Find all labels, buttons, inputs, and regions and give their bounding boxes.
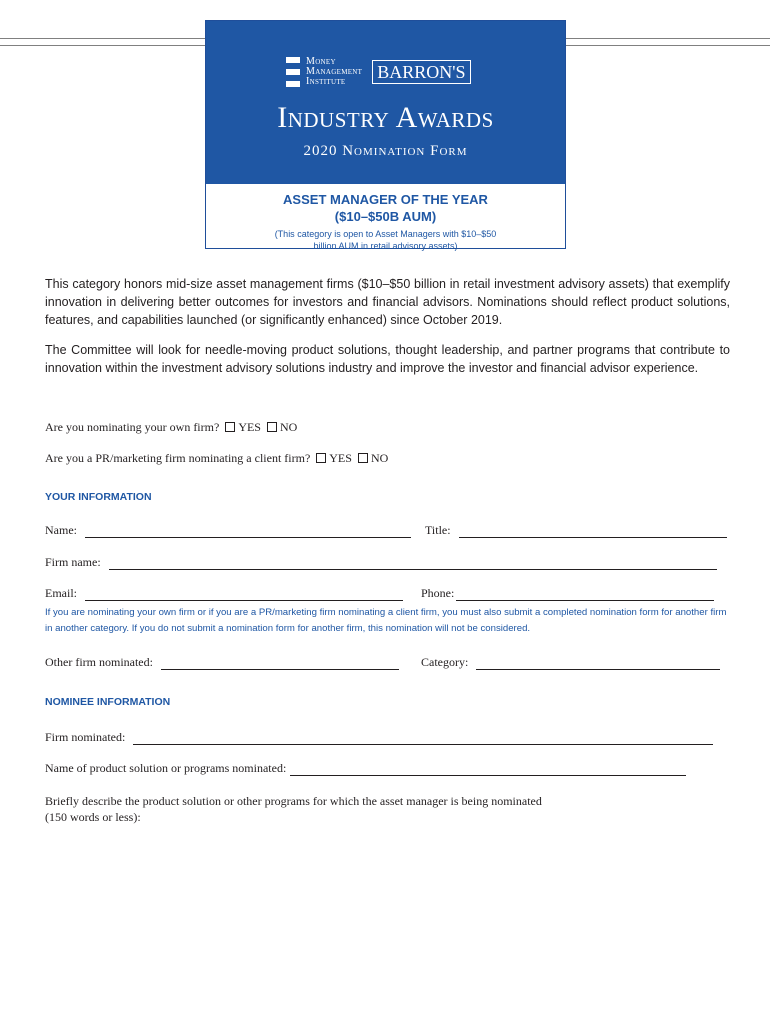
- mmi-logo-text: Money Management Institute: [306, 56, 363, 87]
- submission-note: If you are nominating your own firm or if you are a PR/marketing firm nominating a client firm, you must also submit a completed nomination form for another firm in another category. If you do not submit a nomination form for another firm, this nomination will not be considered.: [45, 607, 727, 634]
- other-firm-input[interactable]: [161, 658, 399, 670]
- product-name-field: [45, 761, 686, 776]
- product-name-label: Name of product solution or programs nominated:: [45, 761, 287, 775]
- pr-firm-question: [45, 451, 388, 466]
- decorative-rule: [0, 38, 205, 39]
- firm-nominated-label: Firm nominated:: [45, 730, 126, 744]
- category-title: ASSET MANAGER OF THE YEAR: [283, 192, 488, 207]
- email-label: Email:: [45, 586, 77, 600]
- firm-name-input[interactable]: [109, 558, 717, 570]
- name-field: [45, 523, 411, 538]
- title-input[interactable]: [459, 526, 727, 538]
- category-input[interactable]: [476, 658, 720, 670]
- no-checkbox[interactable]: [358, 453, 368, 463]
- other-firm-label: Other firm nominated:: [45, 655, 153, 669]
- decorative-rule: [0, 45, 205, 46]
- describe-prompt: [45, 793, 735, 825]
- yes-checkbox[interactable]: [316, 453, 326, 463]
- page-subtitle: 2020 Nomination Form: [303, 143, 468, 159]
- describe-limit: (150 words or less):: [45, 810, 141, 824]
- no-label: NO: [279, 420, 298, 434]
- phone-input[interactable]: [456, 589, 714, 601]
- name-input[interactable]: [85, 526, 411, 538]
- title-label: Title:: [425, 523, 451, 537]
- your-information-heading: YOUR INFORMATION: [45, 491, 152, 503]
- category-block: [206, 191, 565, 252]
- firm-nominated-input[interactable]: [133, 733, 713, 745]
- decorative-rule: [566, 38, 770, 39]
- no-checkbox[interactable]: [267, 422, 277, 432]
- phone-label: Phone:: [421, 586, 455, 600]
- name-label: Name:: [45, 523, 77, 537]
- own-firm-question: [45, 420, 297, 435]
- category-aum: ($10–$50B AUM): [334, 209, 437, 224]
- yes-checkbox[interactable]: [225, 422, 235, 432]
- category-note: (This category is open to Asset Managers with $10–$50 billion AUM in retail advisory assets): [274, 229, 497, 251]
- email-input[interactable]: [85, 589, 403, 601]
- intro-paragraph: This category honors mid-size asset management firms ($10–$50 billion in retail investment advisory assets) that exemplify innovation in delivering better outcomes for investors and financial advisors. Nominations should reflect product solutions, features, and capabilities launched (or significantly enhanced) since October 2019.: [45, 277, 730, 327]
- title-field: [425, 523, 727, 538]
- nominee-information-heading: NOMINEE INFORMATION: [45, 696, 171, 708]
- product-name-input[interactable]: [290, 764, 686, 776]
- page-title: Industry Awards: [277, 101, 494, 134]
- describe-text: Briefly describe the product solution or other programs for which the asset manager is being nominated: [45, 794, 542, 808]
- firm-name-field: [45, 555, 717, 570]
- email-field: [45, 586, 403, 601]
- phone-field: [421, 586, 714, 601]
- category-label: Category:: [421, 655, 469, 669]
- yes-label: YES: [329, 451, 352, 465]
- header-banner: [206, 21, 565, 184]
- firm-nominated-field: [45, 730, 713, 745]
- mmi-logo-icon: [286, 57, 300, 87]
- barrons-logo: BARRON'S: [372, 60, 470, 84]
- question-text: Are you nominating your own firm?: [45, 420, 220, 434]
- form-header: [205, 20, 566, 249]
- no-label: NO: [370, 451, 389, 465]
- question-text: Are you a PR/marketing firm nominating a client firm?: [45, 451, 311, 465]
- category-field: [421, 655, 720, 670]
- decorative-rule: [566, 45, 770, 46]
- yes-label: YES: [238, 420, 261, 434]
- intro-paragraph: The Committee will look for needle-moving product solutions, thought leadership, and partner programs that contribute to innovation within the investment advisory solutions industry and improve the investor and financial advisor experience.: [45, 343, 730, 375]
- other-firm-field: [45, 655, 399, 670]
- logo-row: [286, 57, 471, 87]
- firm-name-label: Firm name:: [45, 555, 101, 569]
